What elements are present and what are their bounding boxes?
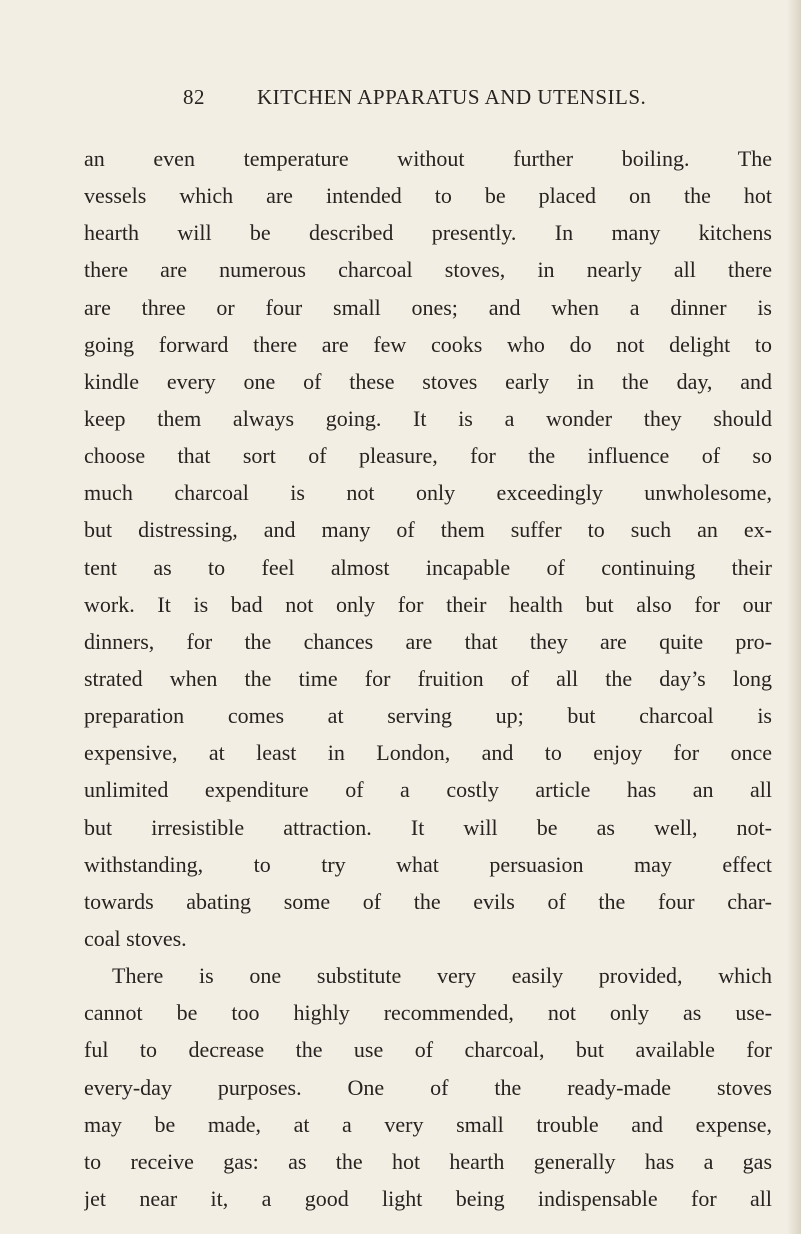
page-header <box>183 85 703 117</box>
text-line: but irresistible attraction. It will be as well, not- <box>84 814 772 840</box>
text-line: strated when the time for fruition of all the day’s long <box>84 665 772 691</box>
text-line: choose that sort of pleasure, for the influence of so <box>84 443 772 469</box>
text-line: keep them always going. It is a wonder they should <box>84 405 772 431</box>
text-line: coal stoves. <box>84 925 187 951</box>
page-edge-shadow <box>787 0 801 1234</box>
text-line: every-day purposes. One of the ready-made stoves <box>84 1074 772 1100</box>
text-line: much charcoal is not only exceedingly unwholesome, <box>84 480 772 506</box>
text-line: kindle every one of these stoves early in the day, and <box>84 368 772 394</box>
text-line: tent as to feel almost incapable of continuing their <box>84 554 772 580</box>
text-line: an even temperature without further boiling. The <box>84 146 772 171</box>
text-line: may be made, at a very small trouble and expense, <box>84 1111 772 1137</box>
text-line: vessels which are intended to be placed on the hot <box>84 183 772 209</box>
text-line: towards abating some of the evils of the four char- <box>84 888 772 914</box>
page-number: 82 <box>183 85 205 109</box>
text-line: there are numerous charcoal stoves, in nearly all there <box>84 257 772 283</box>
text-line: cannot be too highly recommended, not only as use- <box>84 1000 772 1026</box>
text-line: preparation comes at serving up; but charcoal is <box>84 703 772 729</box>
running-title: KITCHEN APPARATUS AND UTENSILS. <box>257 85 647 109</box>
text-line: work. It is bad not only for their health but also for our <box>84 591 772 617</box>
text-line: expensive, at least in London, and to enjoy for once <box>84 740 772 766</box>
text-line: to receive gas: as the hot hearth generally has a gas <box>84 1148 772 1174</box>
text-line: dinners, for the chances are that they are quite pro- <box>84 628 772 654</box>
text-line: going forward there are few cooks who do not delight to <box>84 331 772 357</box>
text-line: are three or four small ones; and when a dinner is <box>84 294 772 320</box>
text-line: withstanding, to try what persuasion may effect <box>84 851 772 877</box>
text-line: but distressing, and many of them suffer to such an ex- <box>84 517 772 543</box>
paragraph-start-line: There is one substitute very easily provided, which <box>112 963 772 989</box>
body-text <box>84 140 772 1217</box>
text-line: jet near it, a good light being indispensable for all <box>84 1185 772 1211</box>
text-line: hearth will be described presently. In many kitchens <box>84 220 772 246</box>
text-line: ful to decrease the use of charcoal, but available for <box>84 1037 772 1063</box>
text-line: unlimited expenditure of a costly article has an all <box>84 777 772 803</box>
